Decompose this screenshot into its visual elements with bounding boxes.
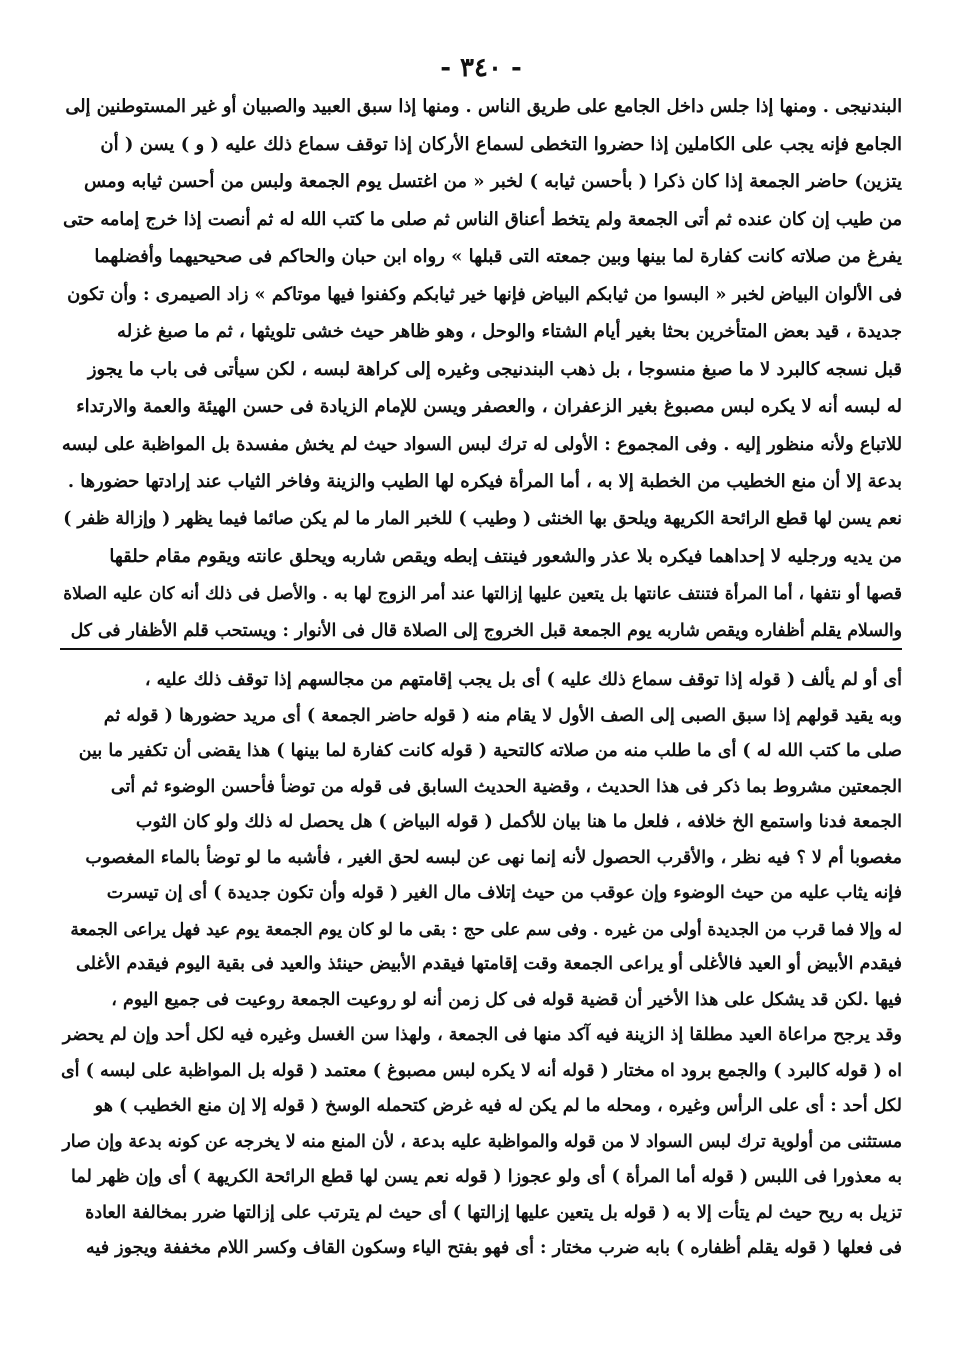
text-line: للاتباع ولأنه منظور إليه . وفى المجموع : الأولى له ترك لبس السواد حيث لم يخش مفسدة بل المواظبة على لبسه — [61, 433, 902, 455]
text-line: والسلام يقلم أظفاره ويقص شاربه يوم الجمعة قبل الخروج إلى الصلاة قال فى الأنوار : ويستحب قلم الأظفار فى كل — [70, 621, 902, 641]
commentary-line: صلى ما كتب الله له ) أى ما طلب منه من صلاته كالتحية ( قوله كانت كفارة لما بينها ) هذا يقضى أن تكفير ما بين — [78, 741, 902, 761]
text-line: يفرغ من صلاته كانت كفارة لما بينها وبين جمعته التى قبلها » رواه ابن حبان والحاكم فى صحيحيهما وأفضلهما — [94, 246, 902, 267]
commentary-line: وبه يقيد قولهم إذا سبق الصبى إلى الصف الأول لا يقام منه ( قوله حاضر الجمعة ) أى مريد حضورها ( قوله ثم — [103, 705, 902, 726]
commentary-line: وقد يرجح مراعاة العيد مطلقا إذ الزينة فيه آكد منها فى الجمعة ، ولهذا سن الغسل وغيره فيه لكل أحد وإن لم يحضر — [62, 1025, 902, 1045]
commentary-line: فى فعلها ( قوله يقلم أظفاره ) بابه ضرب مختار : أى فهو بفتح الياء وسكون القاف وكسر اللام مخففة ويجوز فيه — [86, 1238, 902, 1258]
commentary-line: مستثنى من أولوية ترك لبس السواد لا من قوله والمواظبة عليه بدعة ، لأن المنع منه لا يخرجه عن كونه بدعة وإن صار — [62, 1131, 902, 1152]
text-line: نعم يسن لها قطع الرائحة الكريهة ويلحق بها الخنثى ( وطيب ) للخبر المار ما لم يكن صائما فيما يظهر ( وإزالة ظفر ) — [63, 508, 902, 529]
text-line: من يديه ورجليه لا إحداهما فيكره بلا عذر والشعور فينتف إبطه ويقص شاربه ويحلق عانته ويقوم مقام حلقها — [109, 546, 902, 567]
commentary-line: فإنه يثاب عليه من حيث الوضوء وإن عوقب من حيث إتلاف مال الغير ( قوله وأن تكون جديدة ) أى إن تيسرت — [106, 883, 902, 903]
text-line: جديدة ، قيد بعض المتأخرين بحثا بغير أيام الشتاء والوحل ، وهو ظاهر حيث خشى تلويثها ، ثم ما صبغ غزله — [117, 321, 902, 342]
commentary-line: أى أو لم يألف ( قوله إذا توقف سماع ذلك عليه ) أى بل يجب إقامتهم من مجالسهم إذا توقف ذلك عليه ، — [144, 670, 902, 690]
text-line: قصها أو نتفها ، أما المرأة فتنتف عانتها بل يتعين عليها إزالتها عند أمر الزوج لها به . والأصل فى ذلك أنه كان عليه الصلاة — [63, 583, 902, 604]
commentary-line: به معذورا فى اللبس ( قوله أما المرأة ) أى ولو عجوزا ( قوله نعم يسن لها قطع الرائحة الكريهة ) أى وإن ظهر لما — [71, 1167, 902, 1187]
commentary-text — [60, 663, 902, 1267]
text-line: من طيب إن كان عنده ثم أتى الجمعة ولم يتخط أعناق الناس ثم صلى ما كتب الله له ثم أنصت إذا خرج إمامه حتى — [62, 208, 902, 230]
commentary-line: الجمعتين مشروط بما ذكر فى هذا الحديث ، وقضية الحديث السابق فى قوله من توضأ فأحسن الوضوء ثم أتى — [110, 776, 902, 797]
commentary-line: فيها .لكن قد يشكل على هذا الأخير أن قضية قوله فى كل زمن أنه لو روعيت الجمعة روعيت فى جميع اليوم ، — [111, 989, 902, 1010]
text-line: بدعة إلا أن منع الخطيب من الخطبة إلا به ، أما المرأة فيكره لها الطيب والزينة وفاخر الثياب عند إرادتها حضورها . — [67, 471, 902, 492]
text-line: قبل نسجه كالبرد لا ما صبغ منسوجا ، بل ذهب البندنيجى وغيره إلى كراهة لبسه ، لكن سيأتى فى باب ما يجوز — [87, 358, 902, 380]
text-line: البندنيجى . ومنها إذا جلس داخل الجامع على طريق الناس . ومنها إذا سبق العبيد والصبيان أو غير المستوطنين إلى — [65, 96, 902, 117]
text-line: فى الألوان البياض لخبر « البسوا من ثيابكم البياض فإنها خير ثيابكم وكفنوا فيها موتاكم » زاد الصيمرى : وأن تكون — [67, 283, 902, 305]
commentary-line: الجمعة فدنا واستمع الخ خلافه ، فلعل ما هنا بيان للأكمل ( قوله البياض ) هل يحصل له ذلك ولو كان الثوب — [135, 812, 902, 832]
page-number: - ٣٤٠ - — [440, 53, 522, 83]
commentary-line: فيقدم الأبيض أو العيد فالأغلى أو يراعى الجمعة وقت إقامتها فيقدم الأبيض حينئذ والعيد فى بقية اليوم فيقدم الأغلى — [76, 954, 902, 974]
commentary-line: لكل أحد : أى على الرأس وغيره ، ومحله ما لم يكن له فيه غرض كتحمله الوسخ ( قوله إلا إن منع الخطيب ) هو — [94, 1096, 902, 1116]
text-line: يتزين) حاضر الجمعة إذا كان ذكرا ( بأحسن ثيابه ) لخبر « من اغتسل يوم الجمعة ولبس من أحسن ثيابه ومس — [84, 171, 902, 192]
text-line: الجامع فإنه يجب على الكاملين إذا حضروا التخطى لسماع الأركان إذا توقف سماع ذلك عليه ( و ) يسن ( أن — [100, 133, 902, 155]
commentary-line: مغصوبا أم لا ؟ فيه نظر ، والأقرب الحصول لأنه إنما نهى عن لبسه لحق الغير ، فأشبه ما لو توضأ بالماء المغصوب — [85, 847, 902, 868]
commentary-line: تزيل به ريح حيث لم يتأت إلا به ( قوله بل يتعين عليها إزالتها ) أى حيث لم يترتب على إزالتها ضرر بمخالفة العادة — [85, 1202, 902, 1223]
text-line: له لبسه أنه لا يكره لبس مصبوغ بغير الزعفران ، والعصفر ويسن للإمام الزيادة فى حسن الهيئة والعمة والارتداء — [76, 396, 902, 417]
main-text — [60, 88, 902, 651]
section-divider — [60, 648, 902, 650]
commentary-line: له وإلا فما قرب من الجديدة أولى من غيره . وفى سم على حج : بقى ما لو كان يوم الجمعة يوم عيد فهل يراعى الجمعة — [70, 918, 902, 939]
commentary-line: اه ( قوله كالبرد ) والجمع برود اه مختار ( قوله أنه لا يكره لبس مصبوغ ) معتمد ( قوله بل المواظبة على لبسه ) أى — [60, 1060, 902, 1081]
